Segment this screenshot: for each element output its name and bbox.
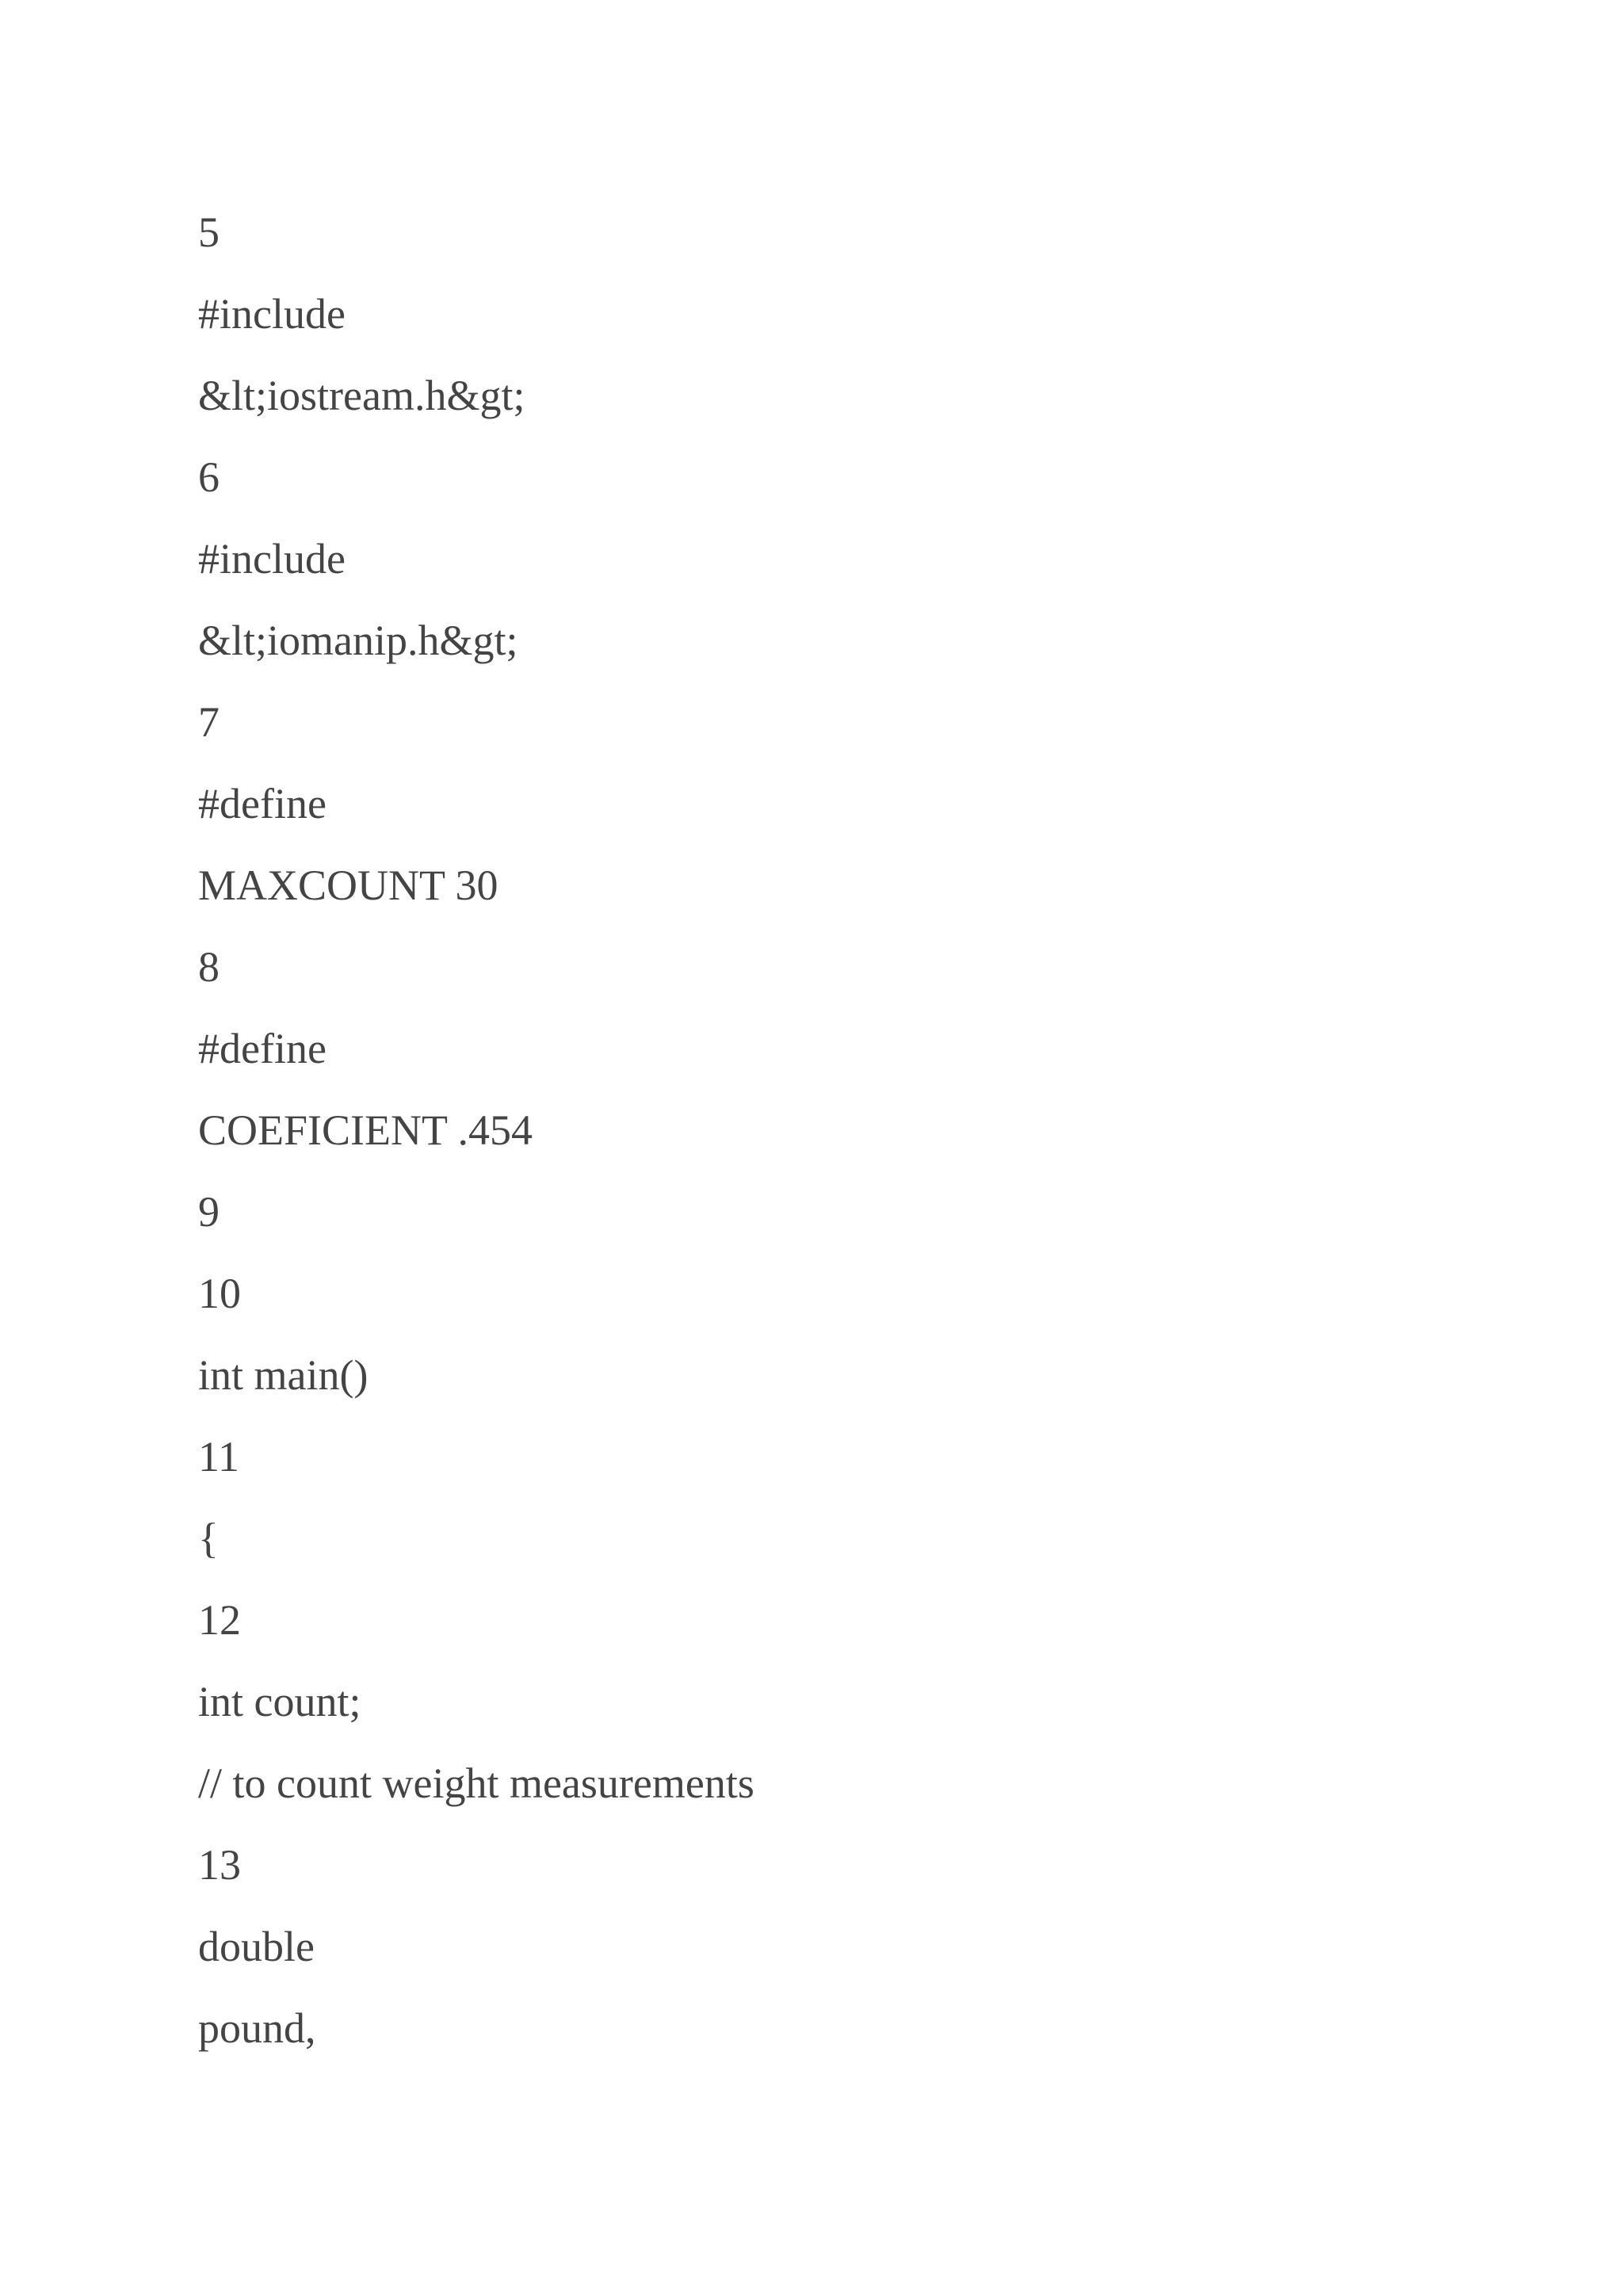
code-line: MAXCOUNT 30 [198, 861, 498, 909]
code-line: &lt;iomanip.h&gt; [198, 617, 518, 664]
line-number: 12 [198, 1596, 241, 1644]
code-line: { [198, 1515, 219, 1562]
code-line: COEFICIENT .454 [198, 1106, 533, 1154]
code-line: double [198, 1923, 315, 1970]
code-line: &lt;iostream.h&gt; [198, 372, 525, 419]
code-comment: // to count weight measurements [198, 1759, 754, 1807]
line-number: 7 [198, 698, 220, 746]
line-number: 10 [198, 1270, 241, 1317]
code-line: int main() [198, 1351, 369, 1399]
line-number: 13 [198, 1841, 241, 1889]
line-number: 8 [198, 943, 220, 991]
code-line: #define [198, 780, 327, 827]
code-line: pound, [198, 2004, 316, 2052]
line-number: 9 [198, 1188, 220, 1236]
line-number: 11 [198, 1433, 239, 1480]
code-listing [198, 192, 754, 2069]
code-line: #include [198, 535, 346, 583]
code-line: int count; [198, 1678, 361, 1725]
line-number: 6 [198, 453, 220, 501]
code-line: #define [198, 1025, 327, 1072]
code-line: #include [198, 290, 346, 338]
line-number: 5 [198, 208, 220, 256]
